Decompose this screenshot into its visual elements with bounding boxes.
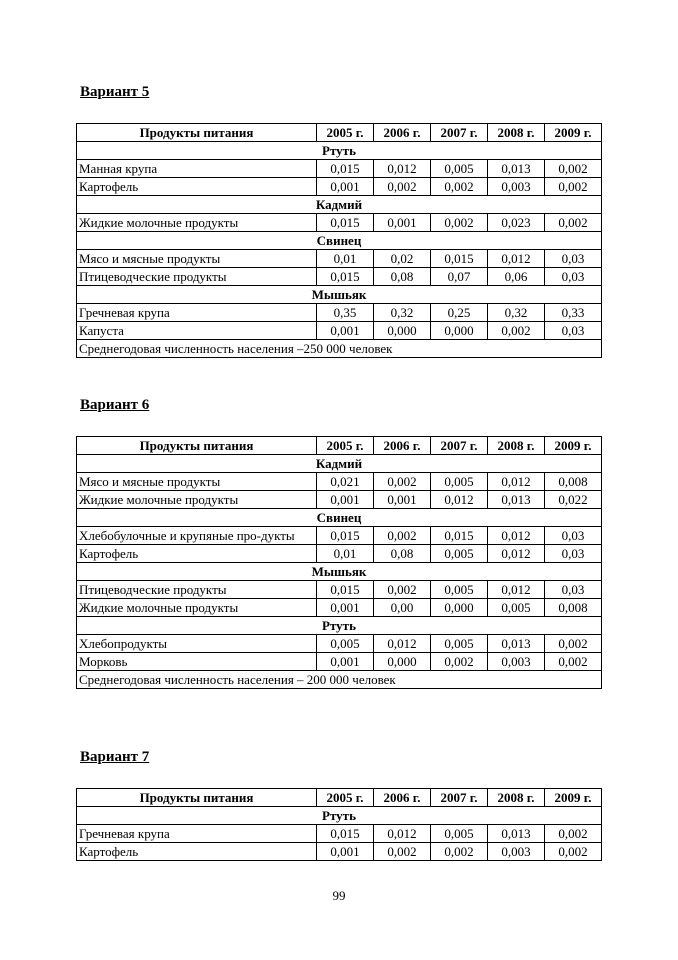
product-name: Хлебопродукты [77, 635, 317, 653]
value-cell: 0,015 [317, 268, 374, 286]
value-cell: 0,003 [488, 653, 545, 671]
value-cell: 0,03 [545, 250, 602, 268]
section-row [77, 196, 602, 214]
value-cell: 0,001 [317, 843, 374, 861]
value-cell: 0,012 [488, 250, 545, 268]
value-cell: 0,002 [374, 178, 431, 196]
variant-7-table [76, 788, 602, 861]
table-row [77, 825, 602, 843]
variant-5-table [76, 123, 602, 358]
value-cell: 0,002 [545, 653, 602, 671]
population-note: Среднегодовая численность населения –250 000 человек [77, 340, 602, 358]
value-cell: 0,005 [431, 825, 488, 843]
value-cell: 0,002 [374, 473, 431, 491]
value-cell: 0,002 [431, 653, 488, 671]
product-name: Птицеводческие продукты [77, 581, 317, 599]
year-header: 2005 г. [317, 789, 374, 807]
section-label: Свинец [77, 509, 602, 527]
value-cell: 0,012 [488, 527, 545, 545]
table-row [77, 178, 602, 196]
product-name: Мясо и мясные продукты [77, 250, 317, 268]
value-cell: 0,005 [431, 581, 488, 599]
value-cell: 0,08 [374, 545, 431, 563]
value-cell: 0,25 [431, 304, 488, 322]
value-cell: 0,32 [488, 304, 545, 322]
product-name: Жидкие молочные продукты [77, 214, 317, 232]
value-cell: 0,008 [545, 473, 602, 491]
table-row [77, 322, 602, 340]
value-cell: 0,001 [374, 491, 431, 509]
value-cell: 0,06 [488, 268, 545, 286]
value-cell: 0,03 [545, 581, 602, 599]
year-header: 2008 г. [488, 789, 545, 807]
year-header: 2008 г. [488, 437, 545, 455]
product-name: Жидкие молочные продукты [77, 491, 317, 509]
table-row [77, 250, 602, 268]
value-cell: 0,015 [431, 250, 488, 268]
product-name: Капуста [77, 322, 317, 340]
value-cell: 0,008 [545, 599, 602, 617]
product-name: Гречневая крупа [77, 825, 317, 843]
table-row [77, 635, 602, 653]
value-cell: 0,002 [545, 825, 602, 843]
table-row [77, 653, 602, 671]
value-cell: 0,015 [431, 527, 488, 545]
value-cell: 0,015 [317, 214, 374, 232]
value-cell: 0,015 [317, 160, 374, 178]
table-row [77, 304, 602, 322]
table-header-row [77, 124, 602, 142]
section-label: Кадмий [77, 455, 602, 473]
value-cell: 0,002 [545, 178, 602, 196]
page-number: 99 [332, 888, 346, 903]
section-label: Кадмий [77, 196, 602, 214]
product-name: Морковь [77, 653, 317, 671]
value-cell: 0,005 [431, 635, 488, 653]
value-cell: 0,015 [317, 527, 374, 545]
value-cell: 0,001 [317, 322, 374, 340]
section-label: Мышьяк [77, 563, 602, 581]
value-cell: 0,03 [545, 545, 602, 563]
value-cell: 0,005 [488, 599, 545, 617]
value-cell: 0,000 [374, 653, 431, 671]
product-name: Манная крупа [77, 160, 317, 178]
year-header: 2006 г. [374, 789, 431, 807]
value-cell: 0,001 [317, 599, 374, 617]
value-cell: 0,012 [374, 160, 431, 178]
value-cell: 0,005 [431, 160, 488, 178]
year-header: 2006 г. [374, 437, 431, 455]
table-row [77, 214, 602, 232]
value-cell: 0,01 [317, 545, 374, 563]
value-cell: 0,002 [374, 527, 431, 545]
year-header: 2009 г. [545, 437, 602, 455]
section-row [77, 286, 602, 304]
section-row [77, 563, 602, 581]
value-cell: 0,013 [488, 635, 545, 653]
table-row [77, 527, 602, 545]
product-column-header: Продукты питания [77, 789, 317, 807]
value-cell: 0,03 [545, 268, 602, 286]
value-cell: 0,003 [488, 178, 545, 196]
value-cell: 0,02 [374, 250, 431, 268]
year-header: 2008 г. [488, 124, 545, 142]
section-row [77, 142, 602, 160]
value-cell: 0,002 [545, 214, 602, 232]
value-cell: 0,003 [488, 843, 545, 861]
table-row [77, 473, 602, 491]
table-row [77, 581, 602, 599]
value-cell: 0,08 [374, 268, 431, 286]
variant-6-title: Вариант 6 [80, 397, 150, 413]
product-name: Птицеводческие продукты [77, 268, 317, 286]
section-row [77, 617, 602, 635]
value-cell: 0,002 [374, 581, 431, 599]
variant-6-table [76, 436, 602, 689]
year-header: 2007 г. [431, 789, 488, 807]
year-header: 2005 г. [317, 124, 374, 142]
year-header: 2007 г. [431, 124, 488, 142]
value-cell: 0,002 [431, 214, 488, 232]
table-row [77, 160, 602, 178]
value-cell: 0,000 [374, 322, 431, 340]
section-row [77, 509, 602, 527]
section-label: Свинец [77, 232, 602, 250]
value-cell: 0,002 [545, 843, 602, 861]
value-cell: 0,00 [374, 599, 431, 617]
section-label: Ртуть [77, 617, 602, 635]
value-cell: 0,012 [374, 635, 431, 653]
value-cell: 0,000 [431, 322, 488, 340]
value-cell: 0,33 [545, 304, 602, 322]
value-cell: 0,002 [545, 635, 602, 653]
variant-5-title: Вариант 5 [80, 84, 150, 100]
value-cell: 0,002 [545, 160, 602, 178]
product-name: Картофель [77, 843, 317, 861]
value-cell: 0,022 [545, 491, 602, 509]
value-cell: 0,005 [431, 545, 488, 563]
year-header: 2005 г. [317, 437, 374, 455]
product-name: Жидкие молочные продукты [77, 599, 317, 617]
value-cell: 0,03 [545, 322, 602, 340]
table-header-row [77, 437, 602, 455]
table-row [77, 491, 602, 509]
value-cell: 0,01 [317, 250, 374, 268]
value-cell: 0,002 [431, 843, 488, 861]
value-cell: 0,000 [431, 599, 488, 617]
value-cell: 0,005 [431, 473, 488, 491]
product-column-header: Продукты питания [77, 437, 317, 455]
section-label: Ртуть [77, 142, 602, 160]
table-header-row [77, 789, 602, 807]
value-cell: 0,001 [317, 653, 374, 671]
value-cell: 0,32 [374, 304, 431, 322]
value-cell: 0,015 [317, 825, 374, 843]
value-cell: 0,012 [488, 545, 545, 563]
table-row [77, 545, 602, 563]
value-cell: 0,002 [431, 178, 488, 196]
value-cell: 0,013 [488, 491, 545, 509]
value-cell: 0,03 [545, 527, 602, 545]
year-header: 2006 г. [374, 124, 431, 142]
value-cell: 0,005 [317, 635, 374, 653]
table-row [77, 599, 602, 617]
section-row [77, 807, 602, 825]
footer-row [77, 671, 602, 689]
value-cell: 0,015 [317, 581, 374, 599]
table-row [77, 843, 602, 861]
section-label: Мышьяк [77, 286, 602, 304]
product-column-header: Продукты питания [77, 124, 317, 142]
value-cell: 0,001 [374, 214, 431, 232]
value-cell: 0,002 [374, 843, 431, 861]
section-row [77, 455, 602, 473]
table-row [77, 268, 602, 286]
section-label: Ртуть [77, 807, 602, 825]
value-cell: 0,07 [431, 268, 488, 286]
value-cell: 0,021 [317, 473, 374, 491]
value-cell: 0,023 [488, 214, 545, 232]
footer-row [77, 340, 602, 358]
value-cell: 0,001 [317, 178, 374, 196]
value-cell: 0,35 [317, 304, 374, 322]
population-note: Среднегодовая численность населения – 200 000 человек [77, 671, 602, 689]
product-name: Картофель [77, 545, 317, 563]
variant-7-title: Вариант 7 [80, 749, 150, 765]
product-name: Гречневая крупа [77, 304, 317, 322]
section-row [77, 232, 602, 250]
value-cell: 0,001 [317, 491, 374, 509]
year-header: 2007 г. [431, 437, 488, 455]
value-cell: 0,013 [488, 160, 545, 178]
value-cell: 0,012 [374, 825, 431, 843]
product-name: Картофель [77, 178, 317, 196]
value-cell: 0,013 [488, 825, 545, 843]
value-cell: 0,002 [488, 322, 545, 340]
year-header: 2009 г. [545, 124, 602, 142]
value-cell: 0,012 [488, 581, 545, 599]
year-header: 2009 г. [545, 789, 602, 807]
value-cell: 0,012 [488, 473, 545, 491]
value-cell: 0,012 [431, 491, 488, 509]
product-name: Мясо и мясные продукты [77, 473, 317, 491]
product-name: Хлебобулочные и крупяные про-дукты [77, 527, 317, 545]
